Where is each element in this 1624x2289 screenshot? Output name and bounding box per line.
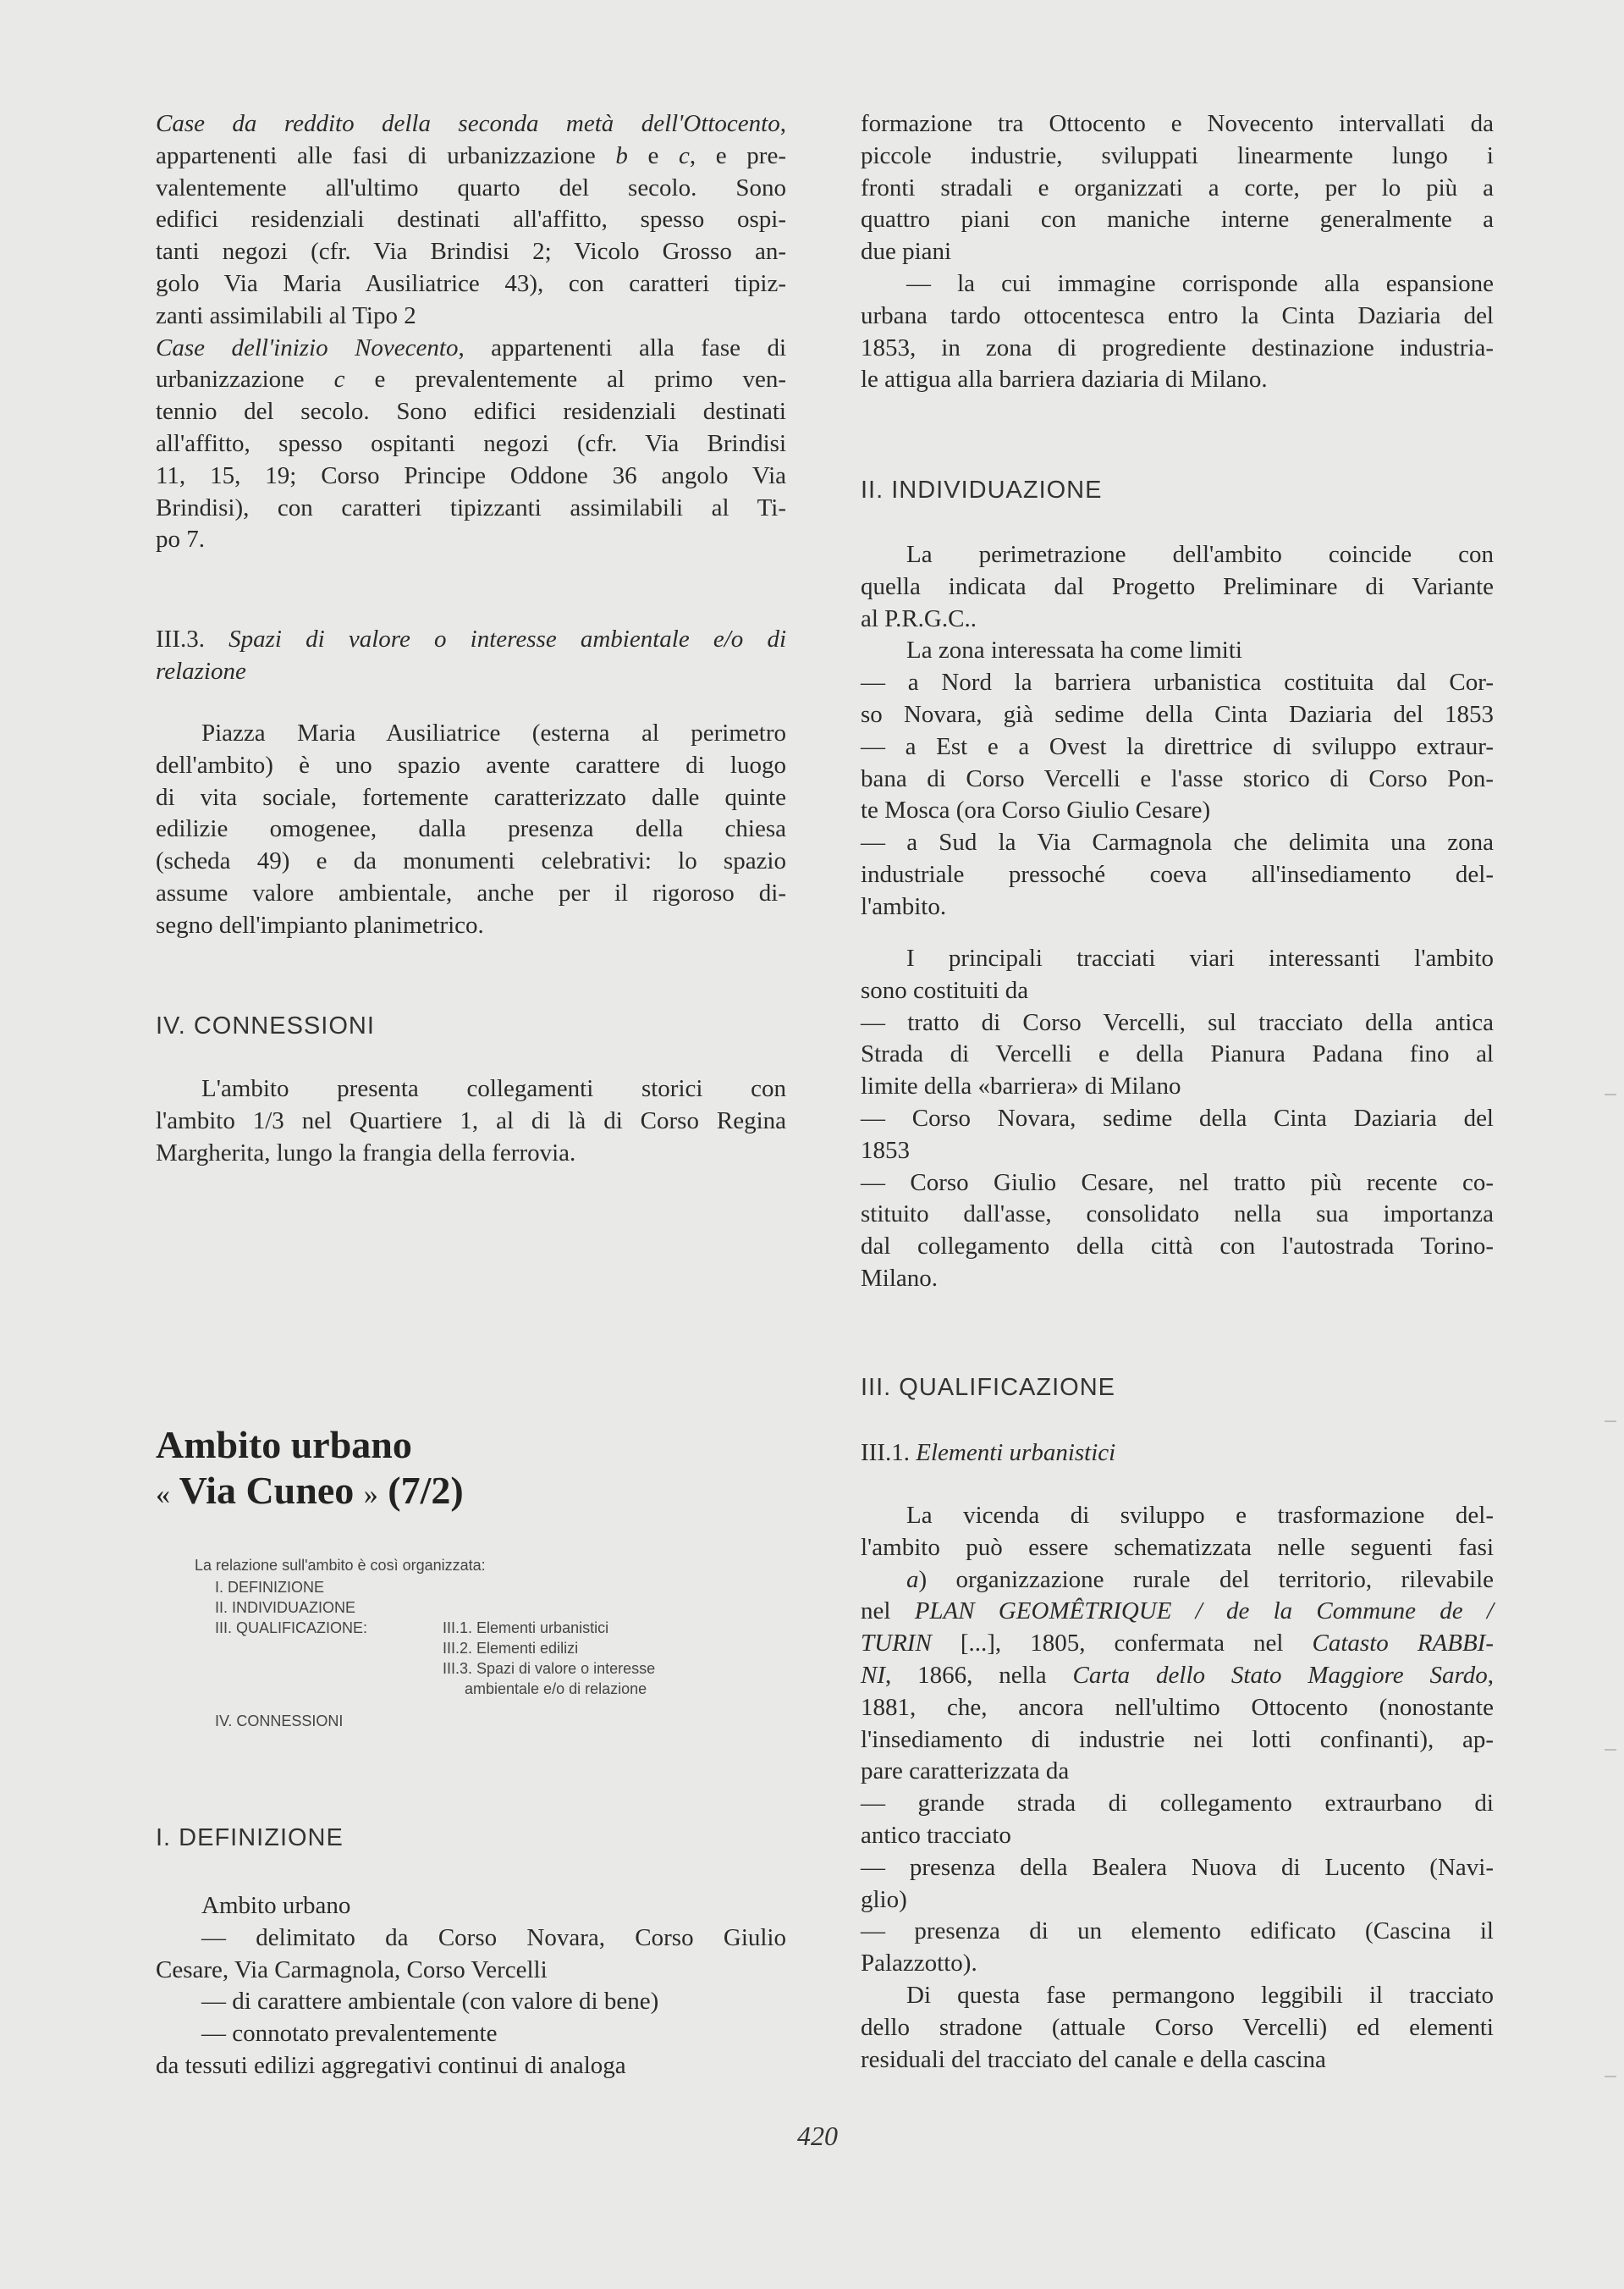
connessioni-heading: IV. CONNESSIONI <box>156 1012 375 1040</box>
edge-mark <box>1605 2076 1616 2077</box>
text-line: — a Sud la Via Carmagnola che delimita una zona <box>861 829 1494 857</box>
text-line: segno dell'impianto planimetrico. <box>156 911 484 939</box>
text-line: valentemente all'ultimo quarto del secolo. Sono <box>156 174 786 201</box>
text-line: golo Via Maria Ausiliatrice 43), con caratteri tipiz- <box>156 269 786 297</box>
text-line: — grande strada di collegamento extraurbano di <box>861 1790 1494 1817</box>
text-line: I principali tracciati viari interessanti l'ambito <box>906 945 1494 972</box>
text-line: due piani <box>861 238 952 266</box>
right-paragraph-tracciati <box>861 943 1494 1295</box>
text-line: dello stradone (attuale Corso Vercelli) ed elementi <box>861 2013 1494 2041</box>
text-line: quella indicata dal Progetto Preliminare di Variante <box>861 572 1494 600</box>
edge-mark <box>1605 1094 1616 1095</box>
text-line: so Novara, già sedime della Cinta Daziaria del 1853 <box>861 700 1494 728</box>
text-line: 1853, in zona di progrediente destinazione industria- <box>861 334 1494 361</box>
summary-item-iii: III. QUALIFICAZIONE: <box>215 1619 368 1636</box>
text-line: residuali del tracciato del canale e della cascina <box>861 2045 1326 2073</box>
text-line: La perimetrazione dell'ambito coincide con <box>906 541 1494 568</box>
text-line: — tratto di Corso Vercelli, sul tracciato della antica <box>861 1008 1494 1036</box>
section-heading-iii <box>861 1371 1494 1404</box>
summary-item-iii3-cont: ambientale e/o di relazione <box>465 1680 647 1697</box>
text-line: l'insediamento di industrie nei lotti confinanti), ap- <box>861 1725 1494 1753</box>
section-heading-i <box>156 1822 786 1854</box>
text-line: fronti stradali e organizzati a corte, per lo più a <box>861 174 1494 201</box>
text-line: — Corso Giulio Cesare, nel tratto più recente co- <box>861 1168 1494 1196</box>
text-line: limite della «barriera» di Milano <box>861 1073 1181 1100</box>
text-line: NI, 1866, nella Carta dello Stato Maggiore Sardo, <box>861 1661 1495 1689</box>
text-line: l'ambito. <box>861 892 947 920</box>
individuazione-heading: II. INDIVIDUAZIONE <box>861 477 1103 504</box>
section-heading-iii3 <box>156 624 786 688</box>
text-line: urbanizzazione c e prevalentemente al primo ven- <box>156 366 786 394</box>
edge-mark <box>1605 1749 1616 1751</box>
right-paragraph-formazione <box>861 108 1494 396</box>
text-line: glio) <box>861 1885 907 1913</box>
left-paragraph-definizione <box>156 1890 786 2082</box>
text-line: (scheda 49) e da monumenti celebrativi: lo spazio <box>156 847 786 875</box>
text-line: 1853 <box>861 1136 910 1164</box>
text-line: Brindisi), con caratteri tipizzanti assimilabili al Ti- <box>156 494 786 521</box>
left-paragraph-piazza <box>156 718 786 942</box>
text-line: da tessuti edilizi aggregativi continui di analoga <box>156 2051 626 2079</box>
text-line: — la cui immagine corrisponde alla espansione <box>906 269 1494 297</box>
summary-item-iii2: III.2. Elementi edilizi <box>443 1640 579 1657</box>
page-number: 420 <box>797 2121 838 2151</box>
section-heading-iii1 <box>861 1437 1494 1469</box>
summary-item-ii: II. INDIVIDUAZIONE <box>215 1599 356 1616</box>
text-line: — Corso Novara, sedime della Cinta Daziaria del <box>861 1104 1494 1132</box>
text-line: — presenza di un elemento edificato (Cascina il <box>861 1917 1494 1945</box>
text-line: — delimitato da Corso Novara, Corso Giulio <box>201 1923 786 1951</box>
edge-mark <box>1605 1420 1616 1422</box>
text-line: — a Nord la barriera urbanistica costituita dal Cor- <box>861 669 1494 697</box>
text-line: edilizie omogenee, dalla presenza della chiesa <box>156 815 786 843</box>
text-line: La zona interessata ha come limiti <box>906 637 1242 665</box>
text-line: edifici residenziali destinati all'affitto, spesso ospi- <box>156 206 786 234</box>
iii3-heading-line2: relazione <box>156 657 246 685</box>
text-line: 1881, che, ancora nell'ultimo Ottocento (nonostante <box>861 1693 1494 1721</box>
text-line: — connotato prevalentemente <box>201 2020 498 2048</box>
text-line: stituito dall'asse, consolidato nella sua importanza <box>861 1200 1494 1228</box>
text-line: Case da reddito della seconda metà dell'Ottocento, <box>156 110 786 137</box>
text-line: appartenenti alle fasi di urbanizzazione b e c, e pre- <box>156 141 786 169</box>
text-line: — presenza della Bealera Nuova di Lucento (Navi- <box>861 1853 1494 1881</box>
title-line-2: « Via Cuneo » (7/2) <box>156 1469 464 1512</box>
text-line: bana di Corso Vercelli e l'asse storico di Corso Pon- <box>861 764 1494 792</box>
text-line: Palazzotto). <box>861 1950 977 1977</box>
title-line-1: Ambito urbano <box>156 1423 412 1466</box>
text-line: l'ambito può essere schematizzata nelle seguenti fasi <box>861 1533 1494 1561</box>
text-line: Milano. <box>861 1264 939 1292</box>
text-line: tanti negozi (cfr. Via Brindisi 2; Vicolo Grosso an- <box>156 238 786 266</box>
text-line: l'ambito 1/3 nel Quartiere 1, al di là di Corso Regina <box>156 1106 786 1134</box>
text-line: te Mosca (ora Corso Giulio Cesare) <box>861 797 1211 825</box>
text-line: dell'ambito) è uno spazio avente carattere di luogo <box>156 751 786 779</box>
summary-item-iii3: III.3. Spazi di valore o interesse <box>443 1660 656 1677</box>
text-line: Ambito urbano <box>201 1892 351 1919</box>
text-line: urbana tardo ottocentesca entro la Cinta Daziaria del <box>861 301 1494 329</box>
text-line: L'ambito presenta collegamenti storici con <box>201 1075 786 1102</box>
left-paragraph-connessioni <box>156 1073 786 1169</box>
text-line: 11, 15, 19; Corso Principe Oddone 36 angolo Via <box>156 461 786 489</box>
text-line: nel PLAN GEOMÊTRIQUE / de la Commune de / <box>861 1597 1494 1625</box>
text-line: sono costituiti da <box>861 976 1029 1004</box>
iii3-heading-line1: III.3. Spazi di valore o interesse ambientale e/o di <box>156 626 786 653</box>
text-line: po 7. <box>156 526 205 554</box>
text-line: — di carattere ambientale (con valore di bene) <box>201 1988 659 2016</box>
summary-item-iii1: III.1. Elementi urbanistici <box>443 1619 609 1636</box>
contents-summary <box>195 1555 736 1731</box>
elementi-urbanistici-heading: III.1. Elementi urbanistici <box>861 1439 1116 1466</box>
text-line: formazione tra Ottocento e Novecento intervallati da <box>861 110 1494 137</box>
text-line: pare caratterizzata da <box>861 1757 1070 1785</box>
summary-intro: La relazione sull'ambito è così organizzata: <box>195 1557 486 1574</box>
text-line: TURIN [...], 1805, confermata nel Catasto RABBI- <box>861 1630 1494 1657</box>
text-line: Case dell'inizio Novecento, appartenenti alla fase di <box>156 334 786 361</box>
text-line: quattro piani con maniche interne generalmente a <box>861 206 1494 234</box>
text-line: Di questa fase permangono leggibili il tracciato <box>906 1981 1494 2009</box>
text-line: Strada di Vercelli e della Pianura Padana fino al <box>861 1040 1494 1068</box>
text-line: le attigua alla barriera daziaria di Milano. <box>861 366 1268 394</box>
text-line: La vicenda di sviluppo e trasformazione del- <box>906 1502 1494 1529</box>
summary-item-i: I. DEFINIZIONE <box>215 1579 325 1596</box>
text-line: antico tracciato <box>861 1821 1011 1849</box>
text-line: a) organizzazione rurale del territorio, rilevabile <box>906 1565 1494 1593</box>
left-paragraph-case-reddito <box>156 108 786 556</box>
text-line: Cesare, Via Carmagnola, Corso Vercelli <box>156 1955 548 1983</box>
text-line: assume valore ambientale, anche per il rigoroso di- <box>156 879 786 907</box>
text-line: piccole industrie, sviluppati linearmente lungo i <box>861 141 1494 169</box>
section-heading-iv <box>156 1010 786 1042</box>
section-heading-ii <box>861 474 1494 506</box>
right-paragraph-perimetrazione <box>861 539 1494 924</box>
text-line: Margherita, lungo la frangia della ferrovia. <box>156 1139 576 1167</box>
right-paragraph-vicenda <box>861 1500 1494 2076</box>
text-line: tennio del secolo. Sono edifici residenziali destinati <box>156 398 786 426</box>
text-line: Piazza Maria Ausiliatrice (esterna al perimetro <box>201 720 786 747</box>
ambito-title <box>156 1422 786 1518</box>
text-line: all'affitto, spesso ospitanti negozi (cfr. Via Brindisi <box>156 429 786 457</box>
qualificazione-heading: III. QUALIFICAZIONE <box>861 1374 1115 1401</box>
text-line: di vita sociale, fortemente caratterizzato dalle quinte <box>156 783 786 811</box>
text-line: al P.R.G.C.. <box>861 604 977 632</box>
text-line: dal collegamento della città con l'autostrada Torino- <box>861 1233 1494 1260</box>
summary-item-iv: IV. CONNESSIONI <box>215 1713 344 1729</box>
definizione-heading: I. DEFINIZIONE <box>156 1824 344 1851</box>
text-line: zanti assimilabili al Tipo 2 <box>156 301 416 329</box>
text-line: — a Est e a Ovest la direttrice di sviluppo extraur- <box>861 732 1494 760</box>
text-line: industriale pressoché coeva all'insediamento del- <box>861 860 1494 888</box>
